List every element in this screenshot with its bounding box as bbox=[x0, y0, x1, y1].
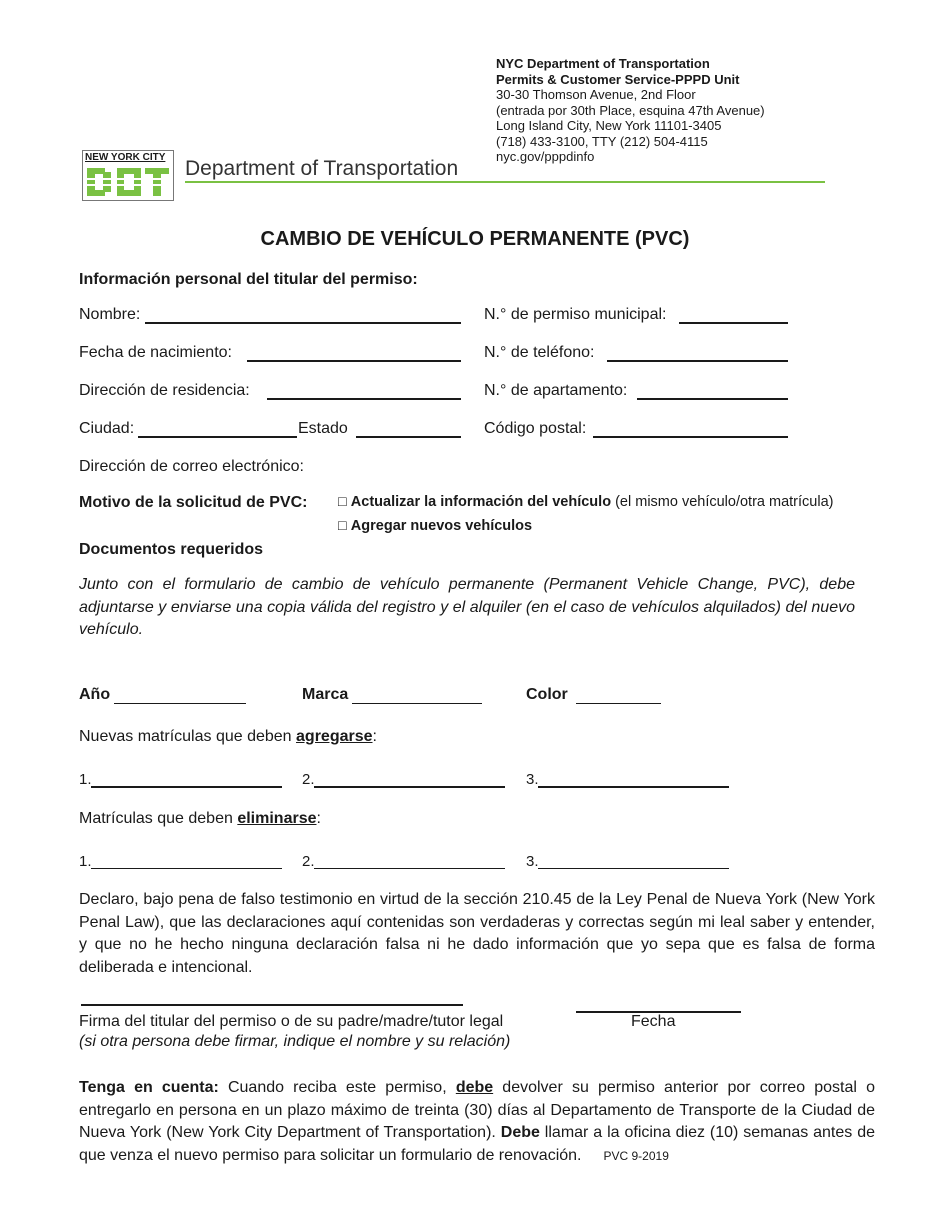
dob-label: Fecha de nacimiento: bbox=[79, 344, 232, 361]
notice-part-1: Cuando reciba este permiso, bbox=[218, 1079, 456, 1096]
state-label: Estado bbox=[298, 420, 348, 437]
plate-remove-2-field[interactable] bbox=[314, 868, 505, 869]
state-field[interactable] bbox=[356, 436, 461, 438]
agency-website: nyc.gov/pppdinfo bbox=[496, 149, 595, 164]
option-add-label: Agregar nuevos vehículos bbox=[350, 518, 533, 534]
plates-add-emphasis: agregarse bbox=[296, 728, 373, 745]
email-label: Dirección de correo electrónico: bbox=[79, 458, 304, 475]
reason-label: Motivo de la solicitud de PVC: bbox=[79, 494, 308, 511]
apartment-field[interactable] bbox=[637, 398, 788, 400]
dob-field[interactable] bbox=[247, 360, 461, 362]
plate-add-1-field[interactable] bbox=[91, 786, 282, 788]
nyc-dot-logo bbox=[82, 150, 174, 201]
declaration-text: Declaro, bajo pena de falso testimonio en virtud de la sección 210.45 de la Ley Penal de Nueva York (New York Penal Law), que las declaraciones aquí contenidas son verdaderas y correctas según mi leal saber y entender, y que no he hecho ninguna declaración falsa ni he dado información que yo sepa que es falsa de forma deliberada e intencional. bbox=[79, 891, 875, 976]
checkbox-icon[interactable]: □ bbox=[338, 494, 347, 510]
plates-remove-heading bbox=[79, 810, 321, 828]
agency-city: Long Island City, New York 11101-3405 bbox=[496, 118, 722, 133]
zip-field[interactable] bbox=[593, 436, 788, 438]
year-label: Año bbox=[79, 686, 111, 703]
notice-must-1: debe bbox=[455, 1079, 494, 1096]
plates-remove-emphasis: eliminarse bbox=[237, 810, 317, 827]
signature-field[interactable] bbox=[81, 1004, 463, 1006]
plates-add-heading bbox=[79, 728, 377, 746]
city-label: Ciudad: bbox=[79, 420, 135, 437]
plates-remove-prefix: Matrículas que deben bbox=[79, 810, 238, 827]
plate-remove-3-number: 3. bbox=[526, 853, 539, 870]
date-label: Fecha bbox=[631, 1013, 676, 1030]
notice-lead: Tenga en cuenta: bbox=[79, 1079, 219, 1096]
plate-add-3-field[interactable] bbox=[538, 786, 729, 788]
notice-part-2: devolver su permiso anterior por correo postal o entregarlo en persona en un plazo máximo de treinta (30) días al Departamento de Transporte de la Ciudad de Nueva York (New York City Department of Transportation). bbox=[79, 1079, 875, 1141]
logo-top-text: NEW YORK CITY bbox=[85, 152, 166, 163]
address-label: Dirección de residencia: bbox=[79, 382, 250, 399]
notice-part-3: llamar a la oficina diez (10) semanas antes de que venza el nuevo permiso para solicitar un formulario de renovación. bbox=[79, 1124, 875, 1164]
checkbox-icon[interactable]: □ bbox=[338, 518, 347, 534]
permit-number-label: N.° de permiso municipal: bbox=[484, 306, 667, 323]
plate-add-2-field[interactable] bbox=[314, 786, 505, 788]
option-update-detail: (el mismo vehículo/otra matrícula) bbox=[615, 494, 834, 510]
header-divider bbox=[185, 181, 825, 183]
department-name: Department of Transportation bbox=[185, 157, 459, 180]
dot-letters-icon bbox=[85, 165, 171, 199]
color-field[interactable] bbox=[576, 703, 661, 704]
phone-label: N.° de teléfono: bbox=[484, 344, 595, 361]
make-field[interactable] bbox=[352, 703, 482, 704]
option-update-label: Actualizar la información del vehículo bbox=[350, 494, 612, 510]
agency-name: NYC Department of Transportation bbox=[496, 56, 710, 71]
plates-add-prefix: Nuevas matrículas que deben bbox=[79, 728, 297, 745]
apartment-label: N.° de apartamento: bbox=[484, 382, 628, 399]
plates-remove-suffix: : bbox=[316, 810, 321, 827]
signature-note: (si otra persona debe firmar, indique el nombre y su relación) bbox=[79, 1033, 511, 1050]
city-field[interactable] bbox=[138, 436, 297, 438]
agency-unit: Permits & Customer Service-PPPD Unit bbox=[496, 71, 740, 87]
agency-address bbox=[496, 56, 765, 165]
plate-add-3-number: 3. bbox=[526, 771, 539, 788]
required-docs-text: Junto con el formulario de cambio de vehículo permanente (Permanent Vehicle Change, PVC), debe adjuntarse y enviarse una copia válida del registro y el alquiler (en el caso de vehículos alquilados) del nuevo vehículo. bbox=[79, 576, 855, 638]
plates-add-suffix: : bbox=[372, 728, 377, 745]
notice-text bbox=[79, 1077, 875, 1167]
agency-entrance: (entrada por 30th Place, esquina 47th Avenue) bbox=[496, 102, 765, 118]
plate-remove-1-field[interactable] bbox=[91, 868, 282, 869]
required-docs-heading: Documentos requeridos bbox=[79, 541, 264, 558]
agency-street: 30-30 Thomson Avenue, 2nd Floor bbox=[496, 87, 696, 102]
plate-remove-3-field[interactable] bbox=[538, 868, 729, 869]
notice-must-2: Debe bbox=[500, 1124, 540, 1141]
plate-remove-1-number: 1. bbox=[79, 853, 92, 870]
signature-label: Firma del titular del permiso o de su padre/madre/tutor legal bbox=[79, 1013, 504, 1030]
option-update-vehicle[interactable] bbox=[338, 494, 833, 510]
agency-phone: (718) 433-3100, TTY (212) 504-4115 bbox=[496, 133, 708, 149]
make-label: Marca bbox=[302, 686, 349, 703]
name-label: Nombre: bbox=[79, 306, 141, 323]
color-label: Color bbox=[526, 686, 568, 703]
plate-add-1-number: 1. bbox=[79, 771, 92, 788]
address-field[interactable] bbox=[267, 398, 461, 400]
name-field[interactable] bbox=[145, 322, 461, 324]
form-id: PVC 9-2019 bbox=[603, 1148, 669, 1163]
phone-field[interactable] bbox=[607, 360, 788, 362]
personal-info-heading: Información personal del titular del permiso: bbox=[79, 271, 418, 288]
plate-remove-2-number: 2. bbox=[302, 853, 315, 870]
permit-number-field[interactable] bbox=[679, 322, 788, 324]
zip-label: Código postal: bbox=[484, 420, 587, 437]
option-add-vehicles[interactable] bbox=[338, 518, 532, 534]
year-field[interactable] bbox=[114, 703, 246, 704]
form-title: CAMBIO DE VEHÍCULO PERMANENTE (PVC) bbox=[260, 228, 690, 250]
plate-add-2-number: 2. bbox=[302, 771, 315, 788]
